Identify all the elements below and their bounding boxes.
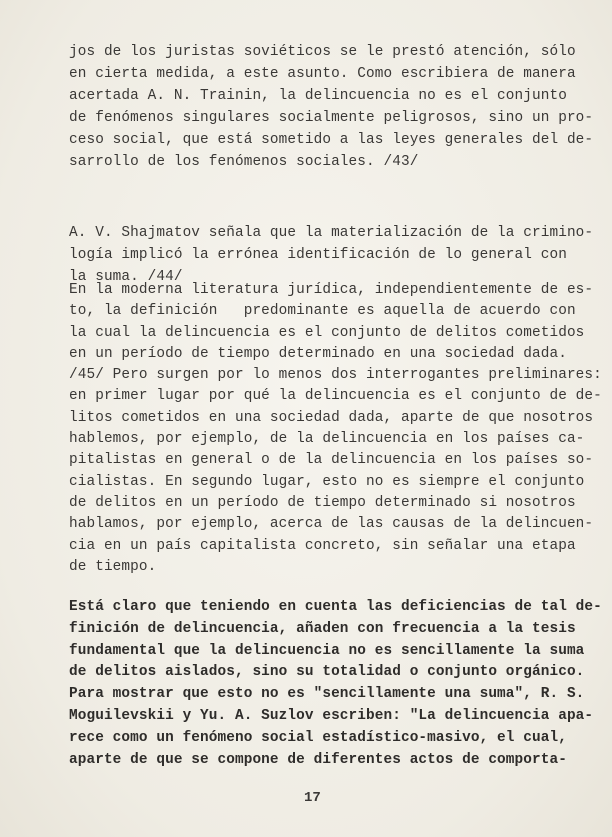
text-line: de fenómenos singulares socialmente peligrosos, sino un pro- bbox=[69, 110, 594, 126]
text-line: hablamos, por ejemplo, acerca de las causas de la delincuen- bbox=[69, 516, 594, 533]
text-line: fundamental que la delincuencia no es sencillamente la suma bbox=[69, 642, 585, 659]
text-line: en primer lugar por qué la delincuencia es el conjunto de de- bbox=[69, 388, 602, 405]
text-line: finición de delincuencia, añaden con frecuencia a la tesis bbox=[69, 620, 576, 637]
text-line: hablemos, por ejemplo, de la delincuencia en los países ca- bbox=[69, 431, 585, 448]
text-line: en cierta medida, a este asunto. Como escribiera de manera bbox=[69, 66, 576, 82]
text-line: rece como un fenómeno social estadístico-masivo, el cual, bbox=[69, 729, 567, 746]
paragraph-1 bbox=[69, 41, 593, 173]
text-line: Para mostrar que esto no es "sencillamente una suma", R. S. bbox=[69, 686, 585, 703]
text-line: /45/ Pero surgen por lo menos dos interrogantes preliminares: bbox=[69, 367, 602, 384]
text-line: cia en un país capitalista concreto, sin señalar una etapa bbox=[69, 537, 576, 554]
text-line: ceso social, que está sometido a las leyes generales del de- bbox=[69, 132, 594, 148]
text-line: A. V. Shajmatov señala que la materialización de la crimino- bbox=[69, 225, 594, 241]
text-line: Moguilevskii y Yu. A. Suzlov escriben: "La delincuencia apa- bbox=[69, 707, 594, 724]
text-line: Está claro que teniendo en cuenta las deficiencias de tal de- bbox=[69, 599, 602, 615]
paragraph-2 bbox=[69, 222, 593, 288]
text-line: sarrollo de los fenómenos sociales. /43/ bbox=[69, 154, 419, 170]
text-line: de tiempo. bbox=[69, 558, 157, 575]
page-number: 17 bbox=[304, 790, 321, 806]
text-line: to, la definición predominante es aquella de acuerdo con bbox=[69, 303, 576, 320]
text-line: la suma. /44/ bbox=[69, 269, 183, 285]
text-line: la cual la delincuencia es el conjunto de delitos cometidos bbox=[69, 324, 585, 341]
paragraph-3 bbox=[69, 280, 602, 578]
paragraph-4 bbox=[69, 597, 602, 771]
text-line: aparte de que se compone de diferentes actos de comporta- bbox=[69, 751, 567, 768]
text-line: en un período de tiempo determinado en una sociedad dada. bbox=[69, 345, 567, 362]
text-line: de delitos aislados, sino su totalidad o conjunto orgánico. bbox=[69, 664, 585, 681]
text-line: cialistas. En segundo lugar, esto no es siempre el conjunto bbox=[69, 473, 585, 490]
text-line: de delitos en un período de tiempo determinado si nosotros bbox=[69, 494, 576, 511]
text-line: acertada A. N. Trainin, la delincuencia no es el conjunto bbox=[69, 88, 567, 104]
text-line: pitalistas en general o de la delincuencia en los países so- bbox=[69, 452, 594, 469]
text-line: jos de los juristas soviéticos se le prestó atención, sólo bbox=[69, 44, 576, 60]
text-line: litos cometidos en una sociedad dada, aparte de que nosotros bbox=[69, 409, 594, 426]
text-line: En la moderna literatura jurídica, independientemente de es- bbox=[69, 282, 594, 298]
text-line: logía implicó la errónea identificación de lo general con bbox=[69, 247, 567, 263]
